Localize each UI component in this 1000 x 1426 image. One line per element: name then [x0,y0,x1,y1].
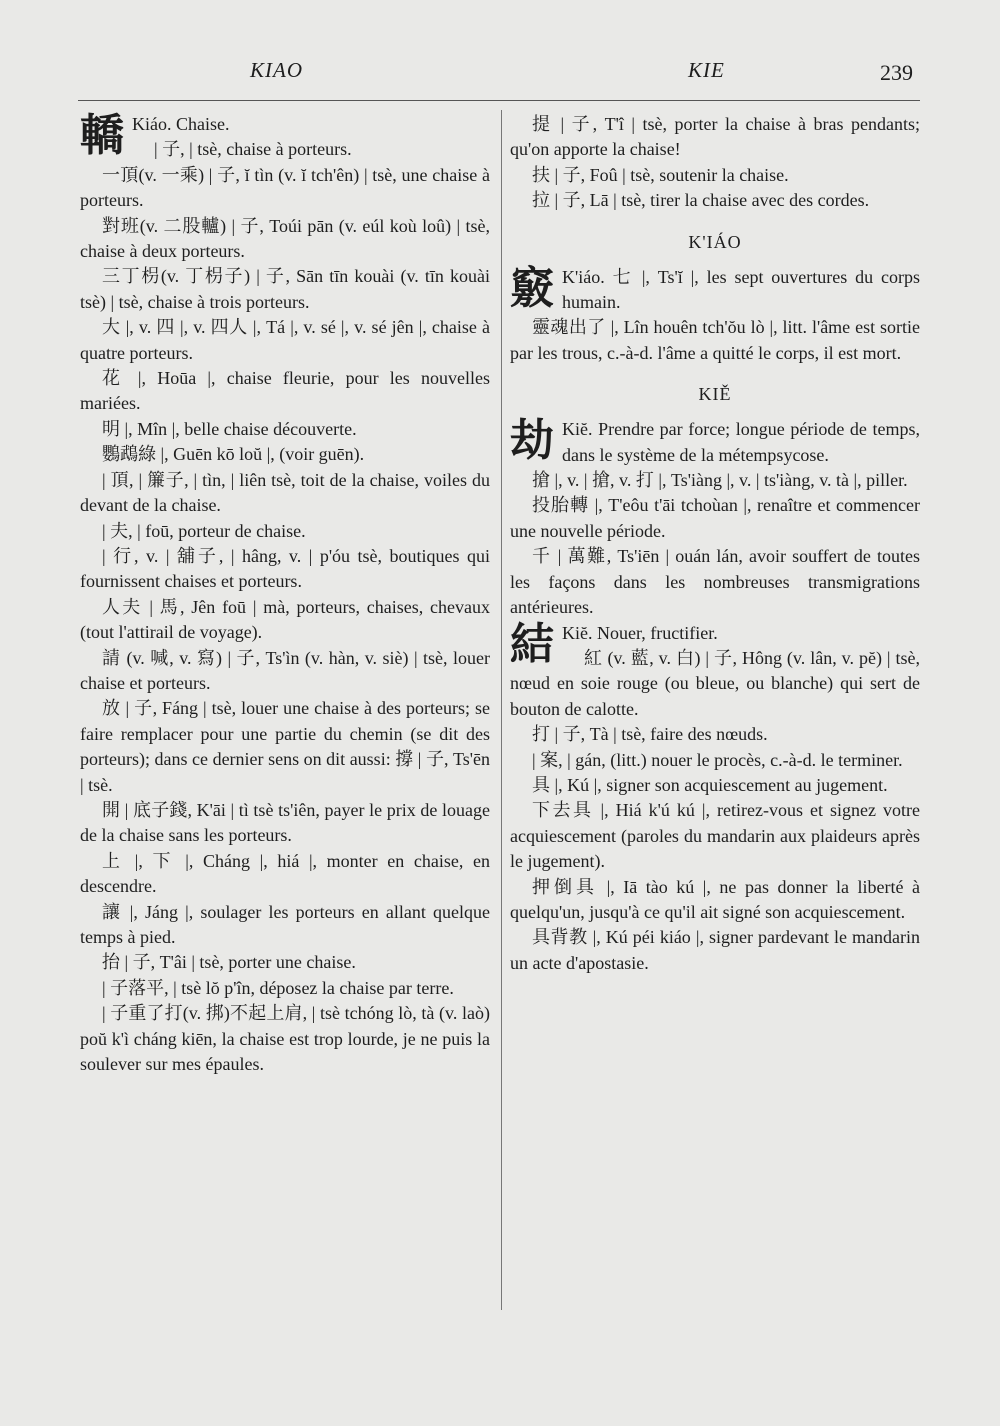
sub-entry [510,468,920,493]
running-head-right: KIE [688,58,725,82]
entry-text: 具 |, Kú |, signer son acquiescement au jugement. [532,774,888,795]
right-column [510,112,920,976]
sub-entry [510,544,920,620]
sub-entry [80,1001,490,1077]
sub-entry [510,798,920,874]
sub-entry [510,188,920,213]
sub-entry [80,900,490,951]
sub-entry [80,849,490,900]
entry-text: Kiĕ. Nouer, fructifier. [562,622,718,643]
entry-text: 押倒具 |, Iā tào kú |, ne pas donner la liberté à quelqu'un, jusqu'à ce qu'il ait signé son acquiescement. [510,876,920,922]
entry-text: 打 | 子, Tà | tsè, faire des nœuds. [532,724,768,745]
sub-entry [80,214,490,265]
entry-text: | 子落平, | tsè lŏ p'în, déposez la chaise par terre. [102,977,454,998]
entry-text: 對班(v. 二股轤) | 子, Toúi pān (v. eúl koù loû) | tsè, chaise à deux porteurs. [80,215,490,262]
section-heading: K'IÁO [688,231,742,252]
sub-entry [80,519,490,544]
headword-character: 結 [510,618,554,670]
headword-character: 竅 [510,262,554,314]
entry-text: 花 |, Hoūa |, chaise fleurie, pour les nouvelles mariées. [80,368,490,414]
entry-text: 讓 |, Jáng |, soulager les porteurs en allant quelque temps à pied. [80,901,490,947]
sub-entry [510,925,920,976]
sub-entry [80,366,490,417]
entry-text: 上 |, 下 |, Cháng |, hiá |, monter en chaise, en descendre. [80,850,490,897]
entry-text: Kiĕ. Prendre par force; longue période de temps, dans le système de la métempsycose. [562,419,920,465]
entry-text: 一頂(v. 一乘) | 子, ĭ tìn (v. ĭ tch'ên) | tsè, une chaise à porteurs. [80,164,490,211]
sub-entry [510,163,920,188]
headword-entry [510,262,920,316]
running-head-left: KIAO [250,58,303,82]
sub-entry [80,976,490,1001]
entry-text: 請 (v. 喊, v. 寫) | 子, Ts'ìn (v. hàn, v. siè) | tsè, louer chaise et porteurs. [80,647,490,693]
sub-entry [80,950,490,975]
sub-entry [80,163,490,214]
sub-entry [80,417,490,442]
column-divider [501,110,502,1310]
entry-text: 三丁枴(v. 丁枴子) | 子, Sān tīn kouài (v. tīn kouài tsè) | tsè, chaise à trois porteurs. [80,266,490,312]
sub-entry [80,264,490,315]
entry-text: 靈魂出了 |, Lîn houên tch'ŏu lò |, litt. l'âme est sortie par les trous, c.-à-d. l'âme a quitté le corps, il est mort. [510,317,920,363]
headword-character: 劫 [510,415,554,467]
sub-entry [80,137,490,162]
sub-entry [80,646,490,697]
sub-entry [80,544,490,595]
entry-text: 鸚鵡綠 |, Guēn kō loŭ |, (voir guēn). [102,444,365,465]
headword-entry [510,618,920,670]
section-heading: KIĚ [698,384,732,405]
entry-text: | 案, | gán, (litt.) nouer le procès, c.-à-d. le terminer. [532,749,903,770]
sub-entry [80,696,490,798]
entry-text: 具背教 |, Kú péi kiáo |, signer pardevant le mandarin un acte d'apostasie. [510,927,920,973]
sub-entry [510,315,920,366]
headword-entry [510,417,920,468]
entry-text: 放 | 子, Fáng | tsè, louer une chaise à des porteurs; se faire remplacer pour une partie du chemin (se dit des porteurs); dans ce dernier sens on dit aussi: 撐 | 子, Ts'ēn | tsè. [80,698,490,795]
entry-text: 扶 | 子, Foû | tsè, soutenir la chaise. [532,164,789,185]
entry-text: | 頂, | 簾子, | tìn, | liên tsè, toit de la chaise, voiles du devant de la chaise. [80,469,490,516]
sub-entry [80,315,490,366]
sub-entry [510,722,920,747]
entry-text: | 子, | tsè, chaise à porteurs. [154,139,352,160]
sub-entry [510,493,920,544]
left-column [80,112,490,1077]
sub-entry [80,442,490,467]
sub-entry [80,595,490,646]
sub-entry [510,646,920,722]
sub-entry [80,468,490,519]
entry-text: 搶 |, v. | 搶, v. 打 |, Ts'iàng |, v. | ts'iàng, v. tà |, piller. [532,470,908,491]
entry-text: 抬 | 子, T'âi | tsè, porter une chaise. [102,952,356,973]
entry-text: 下去具 |, Hiá k'ú kú |, retirez-vous et signez votre acquiescement (paroles du mandarin aux plaideurs après le jugement). [510,800,920,872]
entry-text: | 子重了打(v. 挷)不起上肩, | tsè tchóng lò, tà (v. laò) poŭ k'ì cháng kiēn, la chaise est trop lourde, je ne puis la soulever sur mes épaules. [80,1003,490,1075]
entry-text: 明 |, Mîn |, belle chaise découverte. [102,418,357,439]
entry-text: 大 |, v. 四 |, v. 四人 |, Tá |, v. sé |, v. sé jên |, chaise à quatre porteurs. [80,317,490,363]
page-number: 239 [880,60,913,85]
entry-text: 開 | 底子錢, K'āi | tì tsè ts'iên, payer le prix de louage de la chaise sans les porteurs. [80,799,490,846]
entry-text: | 夫, | foū, porteur de chaise. [102,520,306,541]
sub-entry [510,748,920,773]
headword-character: 轎 [80,110,124,161]
entry-text: 紅 (v. 藍, v. 白) | 子, Hông (v. lân, v. pĕ) | tsè, nœud en soie rouge (ou bleue, ou blanche) qui sert de bouton de calotte. [510,647,920,719]
entry-text: 拉 | 子, Lā | tsè, tirer la chaise avec des cordes. [532,190,870,211]
entry-text: 人夫 | 馬, Jên foū | mà, porteurs, chaises, chevaux (tout l'attirail de voyage). [80,596,490,643]
entry-text: 投胎轉 |, T'eôu t'āi tchoùan |, renaître et commencer une nouvelle période. [510,495,920,541]
entry-text: K'iáo. 七 |, Ts'ĭ |, les sept ouvertures du corps humain. [562,266,920,313]
sub-entry [80,798,490,849]
entry-text: Kiáo. Chaise. [132,114,230,134]
entry-text: 提 | 子, T'î | tsè, porter la chaise à bras pendants; qu'on apporte la chaise! [510,114,920,160]
entry-text: 千 | 萬難, Ts'iēn | ouán lán, avoir souffert de toutes les façons dans les nombreuses transmigrations antérieures. [510,546,920,618]
entry-text: | 行, v. | 舖子, | hâng, v. | p'óu tsè, boutiques qui fournissent chaises et porteurs. [80,545,490,592]
header-rule [78,100,920,101]
sub-entry [510,112,920,163]
sub-entry [510,773,920,798]
sub-entry [510,875,920,926]
